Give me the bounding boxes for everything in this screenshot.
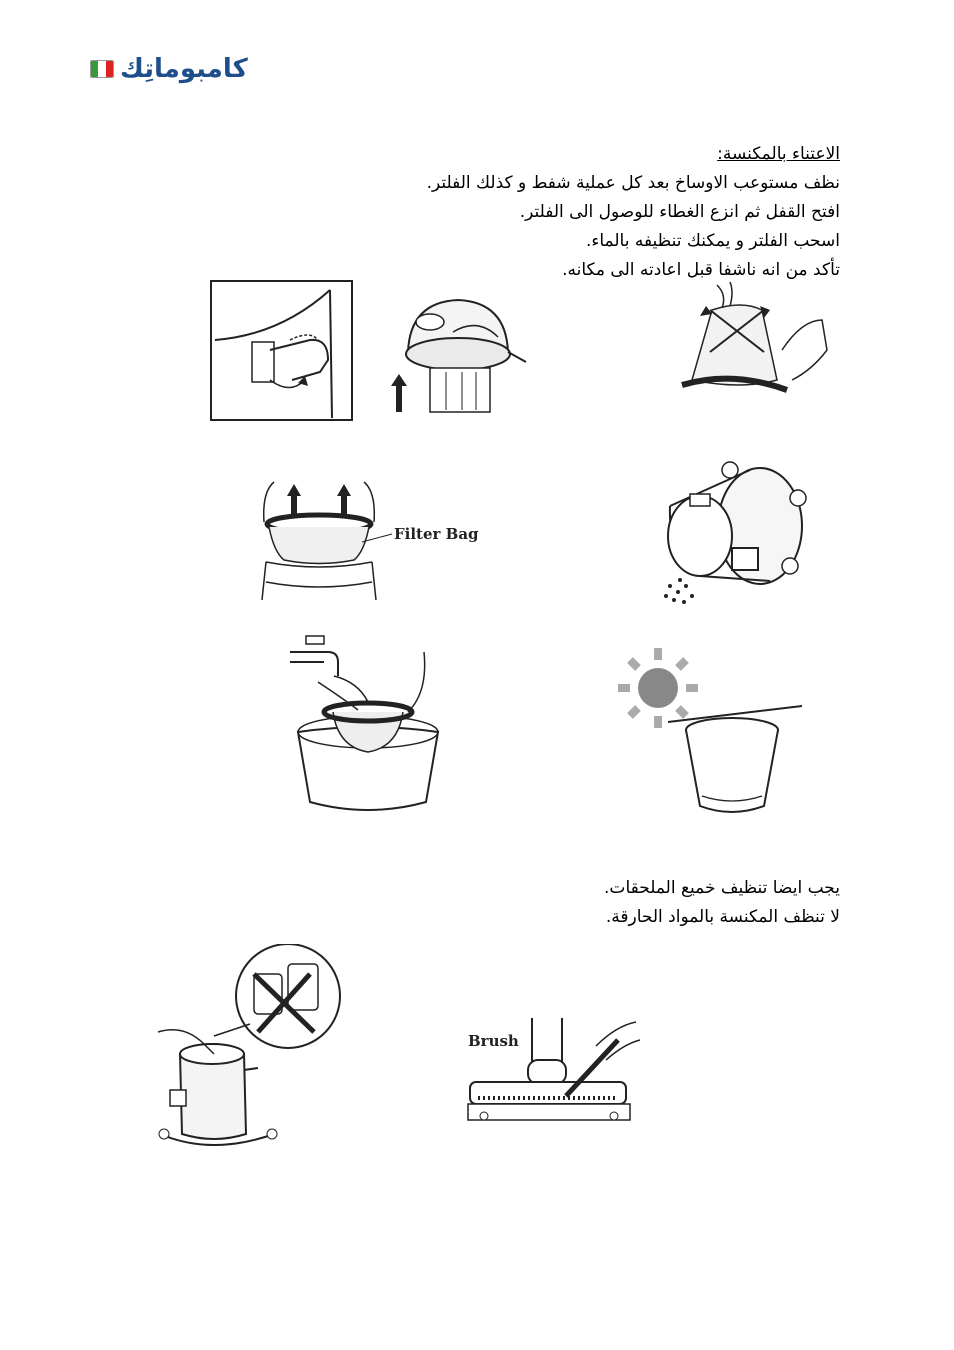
italy-flag-icon [90, 60, 114, 78]
filter-bag-label: Filter Bag [394, 525, 479, 543]
instruction-line: تأكد من انه ناشفا قبل اعادته الى مكانه. [562, 260, 840, 280]
additional-instructions [604, 874, 840, 932]
brush-label: Brush [468, 1032, 519, 1050]
care-instructions [427, 140, 840, 285]
washing-filter-illustration [288, 632, 448, 818]
bag-removal-illustration [672, 280, 832, 408]
sun-drying-illustration [612, 646, 812, 822]
logo-text: كامبوماتِك [120, 54, 248, 84]
latch-open-illustration [210, 280, 354, 422]
instruction-line: لا تنظف المكنسة بالمواد الحارقة. [605, 907, 840, 927]
lid-removal-illustration [388, 292, 528, 416]
instruction-line: افتح القفل ثم انزع الغطاء للوصول الى الفلتر. [519, 202, 840, 222]
instruction-line: اسحب الفلتر و يمكنك تنظيفه بالماء. [585, 231, 840, 251]
brush-cleaning-illustration [466, 1016, 642, 1132]
instruction-line: يجب ايضا تنظيف خميع الملحقات. [604, 878, 840, 898]
filter-bag-illustration [244, 472, 480, 604]
brand-logo [90, 56, 380, 86]
section-heading: الاعتناء بالمكنسة: [717, 144, 840, 164]
instruction-line: نظف مستوعب الاوساخ بعد كل عملية شفط و كذلك الفلتر. [426, 173, 840, 193]
empty-container-illustration [660, 456, 810, 616]
no-chemicals-illustration [154, 944, 346, 1158]
